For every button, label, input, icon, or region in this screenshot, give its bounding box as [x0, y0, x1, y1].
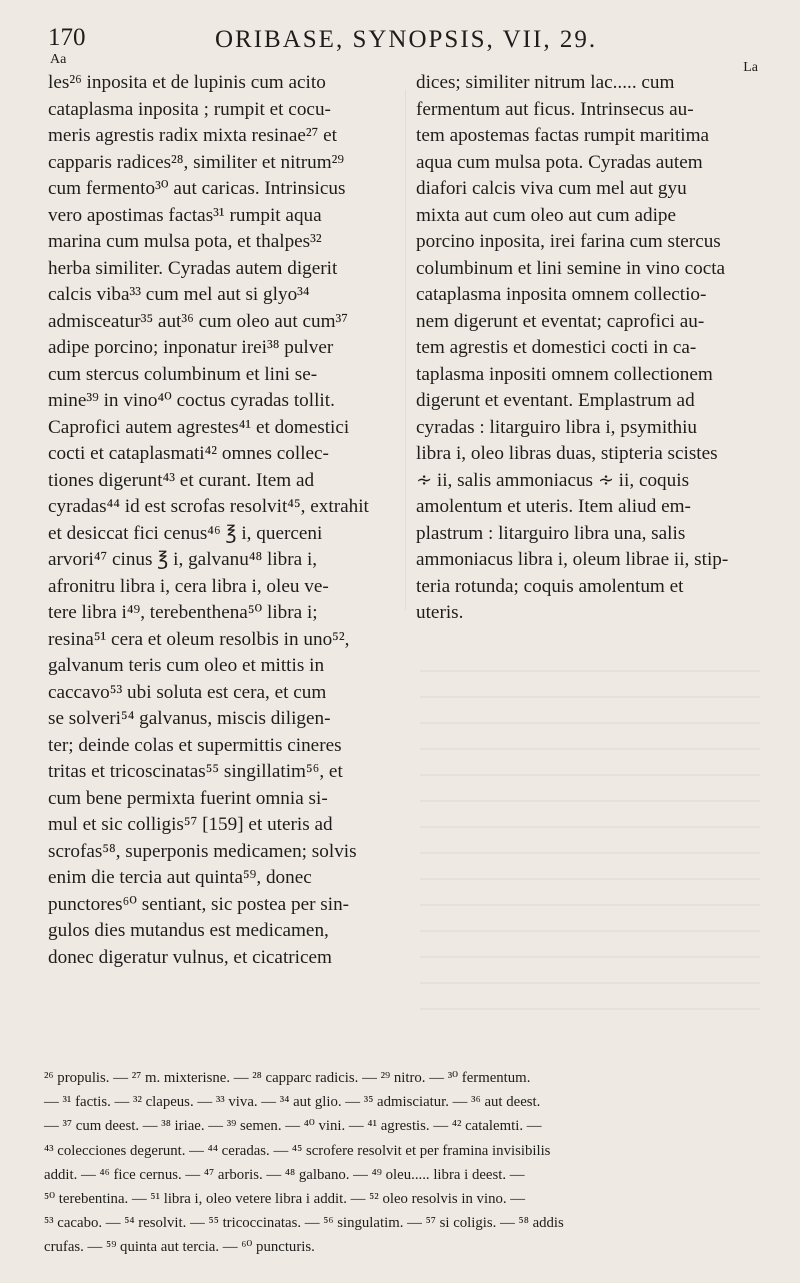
text-line: et desiccat fici cenus⁴⁶ ℥ i, querceni — [48, 522, 323, 544]
text-line: ter; deinde colas et supermittis cineres — [48, 734, 342, 756]
text-line: libra i, oleo libras duas, stipteria scistes — [416, 443, 718, 464]
text-line: vero apostimas factas³¹ rumpit aqua — [48, 204, 322, 226]
text-line: adipe porcino; inponatur irei³⁸ pulver — [48, 337, 334, 358]
text-line: capparis radices²⁸, similiter et nitrum²⁹ — [48, 151, 345, 173]
text-line: tere libra i⁴⁹, terebenthena⁵⁰ libra i; — [48, 602, 318, 623]
text-line: gulos dies mutandus est medicamen, — [48, 920, 329, 941]
text-line: marina cum mulsa pota, et thalpes³² — [48, 231, 322, 252]
text-line: plastrum : litarguiro libra una, salis — [416, 522, 686, 544]
footnote-line: ⁵³ cacabo. — ⁵⁴ resolvit. — ⁵⁵ tricoccinatas. — ⁵⁶ singulatim. — ⁵⁷ si coligis. — ⁵⁸ addis — [44, 1215, 564, 1232]
gutter-shadow — [405, 90, 406, 610]
text-line: ammoniacus libra i, oleum librae ii, stip- — [416, 549, 729, 570]
text-line: mul et sic colligis⁵⁷ [159] et uteris ad — [48, 814, 333, 835]
footnote-line: — ³¹ factis. — ³² clapeus. — ³³ viva. — ³⁴ aut glio. — ³⁵ admisciatur. — ³⁶ aut deest. — [44, 1094, 541, 1111]
footnotes — [44, 1066, 762, 1260]
text-line: uteris. — [416, 602, 464, 623]
text-line: digerunt et eventant. Emplastrum ad — [416, 390, 695, 411]
text-line: punctores⁶⁰ sentiant, sic postea per sin- — [48, 893, 350, 915]
text-line: se solveri⁵⁴ galvanus, miscis diligen- — [48, 708, 331, 729]
bleed-through-texture — [420, 670, 760, 1010]
text-line: taplasma inpositi omnem collectionem — [416, 363, 713, 385]
text-line: cum bene permixta fuerint omnia si- — [48, 787, 328, 809]
text-line: amolentum et uteris. Item aliud em- — [416, 496, 691, 517]
text-line: cyradas⁴⁴ id est scrofas resolvit⁴⁵, extrahit — [48, 496, 369, 517]
text-line: resina⁵¹ cera et oleum resolbis in uno⁵², — [48, 628, 350, 650]
left-column-text — [48, 70, 394, 971]
text-line: tiones digerunt⁴³ et curant. Item ad — [48, 469, 315, 491]
footnote-line: addit. — ⁴⁶ fice cernus. — ⁴⁷ arboris. — ⁴⁸ galbano. — ⁴⁹ oleu..... libra i deest. — — [44, 1166, 525, 1183]
footnote-line: ²⁶ propulis. — ²⁷ m. mixterisne. — ²⁸ capparc radicis. — ²⁹ nitro. — ³⁰ fermentum. — [44, 1070, 531, 1086]
text-line: enim die tercia aut quinta⁵⁹, donec — [48, 867, 312, 888]
text-line: dices; similiter nitrum lac..... cum — [416, 72, 675, 93]
footnote-line: crufas. — ⁵⁹ quinta aut tercia. — ⁶⁰ puncturis. — [44, 1239, 315, 1256]
text-line: porcino inposita, irei farina cum stercus — [416, 231, 721, 252]
text-line: calcis viba³³ cum mel aut si glyo³⁴ — [48, 284, 310, 305]
text-line: afronitru libra i, cera libra i, oleu ve- — [48, 575, 329, 597]
footnote-line: ⁴³ colecciones degerunt. — ⁴⁴ ceradas. — ⁴⁵ scrofere resolvit et per framina invisibilis — [44, 1142, 551, 1159]
text-line: aqua cum mulsa pota. Cyradas autem — [416, 151, 703, 173]
text-line: mine³⁹ in vino⁴⁰ coctus cyradas tollit. — [48, 390, 335, 411]
text-line: herba similiter. Cyradas autem digerit — [48, 257, 338, 279]
right-column-text — [416, 70, 762, 627]
text-line: cum stercus columbinum et lini se- — [48, 363, 318, 385]
text-line: teria rotunda; coquis amolentum et — [416, 575, 684, 597]
right-column-signature: La — [743, 60, 758, 75]
left-column-signature: Aa — [50, 52, 67, 67]
text-line: meris agrestis radix mixta resinae²⁷ et — [48, 125, 337, 146]
text-line: tem apostemas factas rumpit maritima — [416, 125, 710, 146]
text-line: galvanum teris cum oleo et mittis in — [48, 655, 325, 676]
text-line: scrofas⁵⁸, superponis medicamen; solvis — [48, 840, 357, 862]
text-line: cum fermento³⁰ aut caricas. Intrinsicus — [48, 178, 346, 199]
text-line: tem agrestis et domestici cocti in ca- — [416, 337, 697, 358]
text-line: cyradas : litarguiro libra i, psymithiu — [416, 416, 698, 438]
text-line: admisceatur³⁵ aut³⁶ cum oleo aut cum³⁷ — [48, 310, 348, 332]
text-line: Caprofici autem agrestes⁴¹ et domestici — [48, 416, 350, 438]
text-line: arvori⁴⁷ cinus ℥ i, galvanu⁴⁸ libra i, — [48, 549, 318, 570]
text-line: ∻ ii, salis ammoniacus ∻ ii, coquis — [416, 469, 690, 491]
footnote-line: ⁵⁰ terebentina. — ⁵¹ libra i, oleo vetere libra i addit. — ⁵² oleo resolvis in vino. — — [44, 1191, 526, 1208]
text-line: cocti et cataplasmati⁴² omnes collec- — [48, 443, 329, 464]
text-line: columbinum et lini semine in vino cocta — [416, 257, 726, 279]
text-line: donec digeratur vulnus, et cicatricem — [48, 946, 332, 968]
text-line: les²⁶ inposita et de lupinis cum acito — [48, 72, 326, 93]
text-line: cataplasma inposita ; rumpit et cocu- — [48, 98, 331, 120]
text-line: tritas et tricoscinatas⁵⁵ singillatim⁵⁶, et — [48, 761, 343, 782]
text-line: nem digerunt et eventat; caprofici au- — [416, 310, 705, 332]
text-line: caccavo⁵³ ubi soluta est cera, et cum — [48, 681, 327, 703]
footnote-line: — ³⁷ cum deest. — ³⁸ iriae. — ³⁹ semen. — ⁴⁰ vini. — ⁴¹ agrestis. — ⁴² catalemti. — — [44, 1118, 542, 1135]
text-line: diafori calcis viva cum mel aut gyu — [416, 178, 687, 199]
text-line: fermentum aut ficus. Intrinsecus au- — [416, 98, 694, 120]
running-title: ORIBASE, SYNOPSIS, VII, 29. — [215, 26, 598, 53]
text-line: cataplasma inposita omnem collectio- — [416, 284, 707, 305]
page-number: 170 — [48, 24, 86, 51]
text-line: mixta aut cum oleo aut cum adipe — [416, 204, 677, 226]
